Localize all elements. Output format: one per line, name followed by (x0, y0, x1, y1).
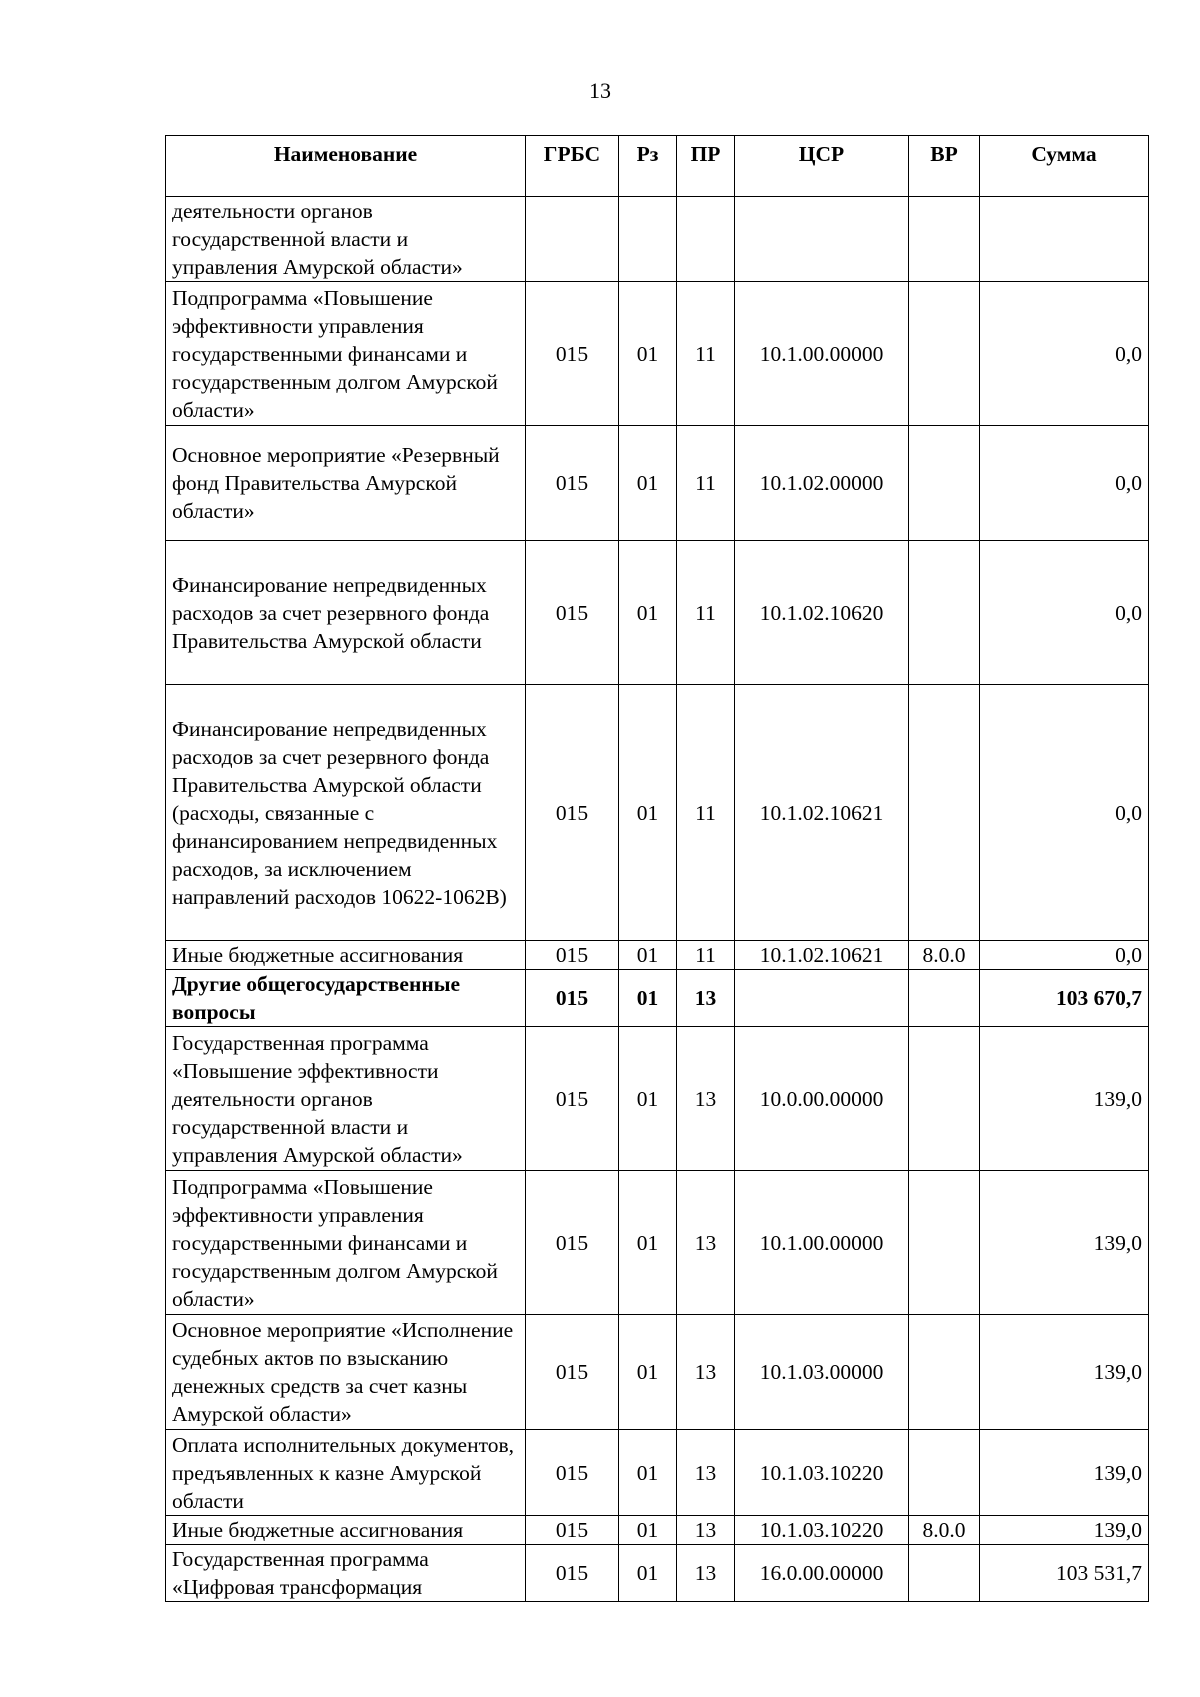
row-sum (980, 197, 1149, 282)
row-vr (909, 197, 980, 282)
row-grbs: 015 (526, 541, 619, 685)
row-name: Подпрограмма «Повышение эффективности управления государственными финансами и государственным долгом Амурской области» (166, 1171, 526, 1315)
row-vr: 8.0.0 (909, 1516, 980, 1545)
row-csr: 10.1.02.10621 (735, 685, 909, 941)
page-number: 13 (589, 78, 611, 103)
row-vr (909, 1430, 980, 1516)
row-rz: 01 (619, 1027, 677, 1171)
row-pr: 11 (677, 541, 735, 685)
row-csr: 16.0.00.00000 (735, 1545, 909, 1602)
row-pr: 13 (677, 1315, 735, 1430)
row-name: Основное мероприятие «Исполнение судебных актов по взысканию денежных средств за счет казны Амурской области» (166, 1315, 526, 1430)
row-rz (619, 197, 677, 282)
row-csr: 10.1.00.00000 (735, 1171, 909, 1315)
row-rz: 01 (619, 1315, 677, 1430)
row-rz: 01 (619, 941, 677, 970)
row-vr (909, 1027, 980, 1171)
row-pr: 13 (677, 1516, 735, 1545)
row-vr (909, 282, 980, 426)
row-csr: 10.0.00.00000 (735, 1027, 909, 1171)
row-grbs: 015 (526, 970, 619, 1027)
row-sum: 0,0 (980, 941, 1149, 970)
row-csr: 10.1.02.10621 (735, 941, 909, 970)
row-name: деятельности органов государственной власти и управления Амурской области» (166, 197, 526, 282)
row-csr: 10.1.02.00000 (735, 426, 909, 541)
row-csr: 10.1.03.10220 (735, 1430, 909, 1516)
table-row (166, 1545, 1149, 1602)
row-rz: 01 (619, 1545, 677, 1602)
table-row (166, 1027, 1149, 1171)
header-vr: ВР (909, 136, 980, 197)
row-pr: 11 (677, 685, 735, 941)
row-rz: 01 (619, 282, 677, 426)
row-sum: 139,0 (980, 1516, 1149, 1545)
row-sum: 139,0 (980, 1315, 1149, 1430)
row-pr: 11 (677, 941, 735, 970)
header-row (166, 136, 1149, 197)
table-row (166, 1430, 1149, 1516)
table-header (166, 136, 1149, 197)
row-csr (735, 970, 909, 1027)
row-csr (735, 197, 909, 282)
header-csr: ЦСР (735, 136, 909, 197)
row-sum: 0,0 (980, 685, 1149, 941)
row-grbs: 015 (526, 1545, 619, 1602)
row-rz: 01 (619, 1516, 677, 1545)
table-row (166, 1171, 1149, 1315)
table-row (166, 426, 1149, 541)
row-grbs: 015 (526, 1430, 619, 1516)
row-sum: 139,0 (980, 1171, 1149, 1315)
row-name: Оплата исполнительных документов, предъявленных к казне Амурской области (166, 1430, 526, 1516)
row-vr: 8.0.0 (909, 941, 980, 970)
row-rz: 01 (619, 1171, 677, 1315)
row-rz: 01 (619, 1430, 677, 1516)
row-grbs: 015 (526, 1315, 619, 1430)
row-pr: 13 (677, 1545, 735, 1602)
row-csr: 10.1.02.10620 (735, 541, 909, 685)
row-grbs: 015 (526, 1171, 619, 1315)
row-name: Иные бюджетные ассигнования (166, 941, 526, 970)
row-pr: 13 (677, 1171, 735, 1315)
row-vr (909, 1315, 980, 1430)
row-vr (909, 1171, 980, 1315)
row-name: Государственная программа «Повышение эффективности деятельности органов государственной власти и управления Амурской области» (166, 1027, 526, 1171)
row-grbs: 015 (526, 282, 619, 426)
row-vr (909, 685, 980, 941)
row-csr: 10.1.03.00000 (735, 1315, 909, 1430)
row-sum: 139,0 (980, 1430, 1149, 1516)
table-row (166, 197, 1149, 282)
table-row (166, 1516, 1149, 1545)
row-sum: 0,0 (980, 282, 1149, 426)
row-sum: 103 531,7 (980, 1545, 1149, 1602)
header-rz: Рз (619, 136, 677, 197)
row-name: Подпрограмма «Повышение эффективности управления государственными финансами и государственным долгом Амурской области» (166, 282, 526, 426)
table-row (166, 685, 1149, 941)
row-grbs: 015 (526, 426, 619, 541)
row-pr: 13 (677, 970, 735, 1027)
row-name: Основное мероприятие «Резервный фонд Правительства Амурской области» (166, 426, 526, 541)
row-name: Другие общегосударственные вопросы (166, 970, 526, 1027)
table-body (166, 197, 1149, 1602)
row-csr: 10.1.00.00000 (735, 282, 909, 426)
budget-table (165, 135, 1149, 1602)
row-vr (909, 970, 980, 1027)
row-pr: 11 (677, 426, 735, 541)
row-name: Финансирование непредвиденных расходов за счет резервного фонда Правительства Амурской области (расходы, связанные с финансированием непредвиденных расходов, за исключением направлений расходов 10622-1062В) (166, 685, 526, 941)
row-sum: 139,0 (980, 1027, 1149, 1171)
header-name: Наименование (166, 136, 526, 197)
row-grbs: 015 (526, 941, 619, 970)
row-grbs (526, 197, 619, 282)
row-pr: 13 (677, 1027, 735, 1171)
table-row (166, 541, 1149, 685)
row-pr: 11 (677, 282, 735, 426)
table-row-section (166, 970, 1149, 1027)
row-rz: 01 (619, 970, 677, 1027)
row-grbs: 015 (526, 1516, 619, 1545)
table-row (166, 282, 1149, 426)
row-sum: 103 670,7 (980, 970, 1149, 1027)
row-name: Финансирование непредвиденных расходов за счет резервного фонда Правительства Амурской области (166, 541, 526, 685)
header-grbs: ГРБС (526, 136, 619, 197)
row-rz: 01 (619, 426, 677, 541)
table-row (166, 941, 1149, 970)
row-grbs: 015 (526, 685, 619, 941)
row-pr (677, 197, 735, 282)
row-csr: 10.1.03.10220 (735, 1516, 909, 1545)
header-pr: ПР (677, 136, 735, 197)
row-vr (909, 426, 980, 541)
row-sum: 0,0 (980, 541, 1149, 685)
row-grbs: 015 (526, 1027, 619, 1171)
row-rz: 01 (619, 541, 677, 685)
row-name: Государственная программа «Цифровая трансформация (166, 1545, 526, 1602)
header-sum: Сумма (980, 136, 1149, 197)
row-rz: 01 (619, 685, 677, 941)
row-vr (909, 541, 980, 685)
row-name: Иные бюджетные ассигнования (166, 1516, 526, 1545)
table-row (166, 1315, 1149, 1430)
row-vr (909, 1545, 980, 1602)
row-pr: 13 (677, 1430, 735, 1516)
row-sum: 0,0 (980, 426, 1149, 541)
